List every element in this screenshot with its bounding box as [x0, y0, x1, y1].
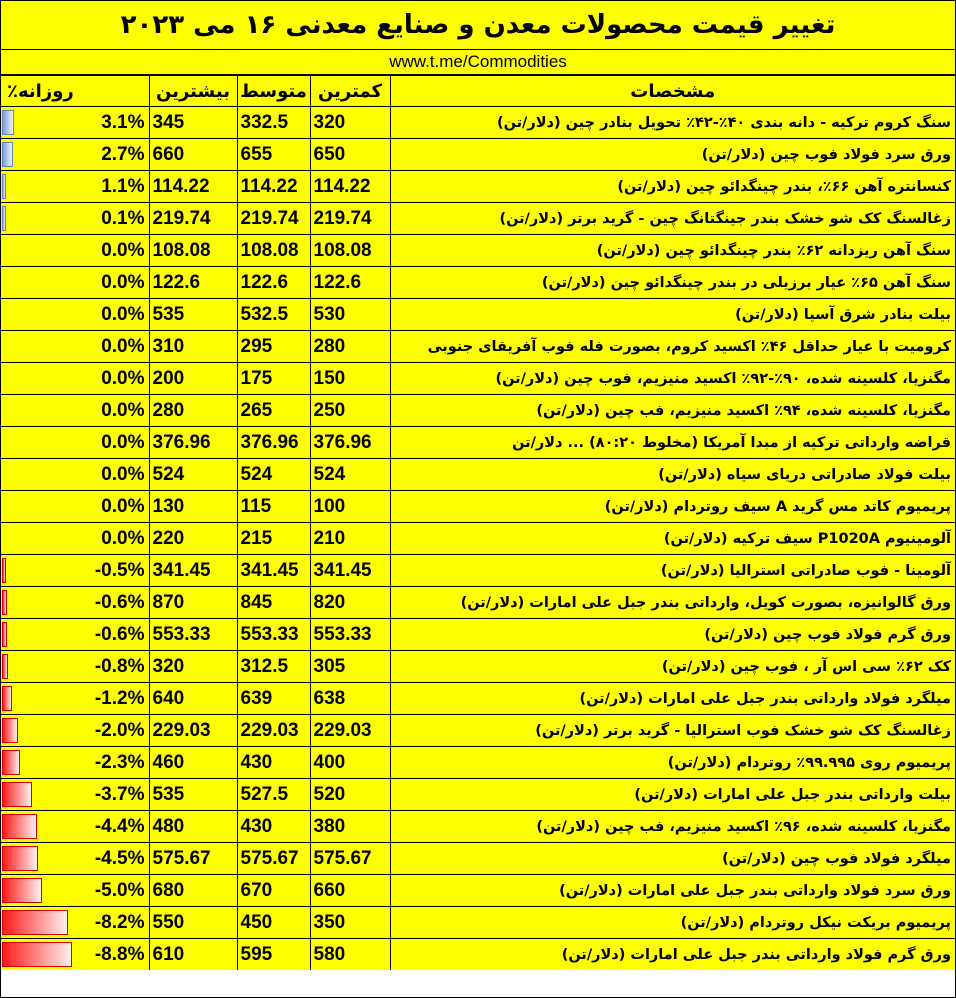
header-row: [1, 76, 955, 107]
min-price-cell: 280: [310, 331, 390, 363]
avg-price-cell: 670: [237, 875, 310, 907]
max-price-cell: 610: [149, 939, 237, 971]
max-price-cell: 553.33: [149, 619, 237, 651]
daily-change-cell: [1, 331, 149, 363]
daily-change-cell: [1, 875, 149, 907]
table-row: [1, 939, 955, 971]
min-price-cell: 210: [310, 523, 390, 555]
daily-change-cell: [1, 203, 149, 235]
sheet-title: تغییر قیمت محصولات معدن و صنایع معدنی ۱۶ می ۲۰۲۳: [1, 1, 955, 50]
header-avg: متوسط: [237, 76, 310, 107]
table-row: [1, 523, 955, 555]
product-spec-cell: ورق گرم فولاد فوب چین (دلار/تن): [390, 619, 955, 651]
daily-change-value: 1.1%: [101, 175, 145, 197]
product-spec-cell: زغالسنگ کک شو خشک بندر جینگتانگ چین - گرید برتر (دلار/تن): [390, 203, 955, 235]
product-spec-cell: آلومینا - فوب صادراتی استرالیا (دلار/تن): [390, 555, 955, 587]
daily-change-bar: [2, 622, 7, 647]
table-row: [1, 907, 955, 939]
min-price-cell: 122.6: [310, 267, 390, 299]
product-spec-cell: سنگ آهن ریزدانه ۶۲٪ بندر چینگدائو چین (دلار/تن): [390, 235, 955, 267]
table-row: [1, 363, 955, 395]
daily-change-bar: [2, 814, 37, 839]
daily-change-value: 0.0%: [101, 527, 145, 549]
max-price-cell: 345: [149, 107, 237, 139]
product-spec-cell: قراضه وارداتی ترکیه از مبدا آمریکا (مخلوط ۸۰:۲۰) ... دلار/تن: [390, 427, 955, 459]
avg-price-cell: 532.5: [237, 299, 310, 331]
min-price-cell: 100: [310, 491, 390, 523]
daily-change-value: -1.2%: [94, 687, 145, 709]
avg-price-cell: 845: [237, 587, 310, 619]
avg-price-cell: 175: [237, 363, 310, 395]
avg-price-cell: 312.5: [237, 651, 310, 683]
daily-change-value: 0.0%: [101, 463, 145, 485]
max-price-cell: 130: [149, 491, 237, 523]
daily-change-value: -5.0%: [94, 879, 145, 901]
table-row: [1, 715, 955, 747]
avg-price-cell: 430: [237, 811, 310, 843]
daily-change-bar: [2, 718, 18, 743]
daily-change-cell: [1, 427, 149, 459]
product-spec-cell: بیلت بنادر شرق آسیا (دلار/تن): [390, 299, 955, 331]
table-row: [1, 875, 955, 907]
product-spec-cell: پریمیوم روی ۹۹.۹۹۵٪ روتردام (دلار/تن): [390, 747, 955, 779]
daily-change-bar: [2, 910, 68, 935]
daily-change-bar: [2, 782, 32, 807]
min-price-cell: 580: [310, 939, 390, 971]
daily-change-value: 3.1%: [101, 111, 145, 133]
min-price-cell: 650: [310, 139, 390, 171]
table-row: [1, 843, 955, 875]
avg-price-cell: 553.33: [237, 619, 310, 651]
daily-change-bar: [2, 110, 14, 135]
max-price-cell: 524: [149, 459, 237, 491]
min-price-cell: 150: [310, 363, 390, 395]
daily-change-value: 0.0%: [101, 495, 145, 517]
daily-change-cell: [1, 523, 149, 555]
product-spec-cell: مگنزیا، کلسینه شده، ۹۶٪ اکسید منیزیم، فب چین (دلار/تن): [390, 811, 955, 843]
daily-change-value: 0.0%: [101, 431, 145, 453]
product-spec-cell: بیلت فولاد صادراتی دریای سیاه (دلار/تن): [390, 459, 955, 491]
daily-change-bar: [2, 142, 13, 167]
product-spec-cell: سنگ کروم ترکیه - دانه بندی ۴۰٪-۴۲٪ تحویل بنادر چین (دلار/تن): [390, 107, 955, 139]
daily-change-value: -0.6%: [94, 591, 145, 613]
daily-change-cell: [1, 235, 149, 267]
table-row: [1, 203, 955, 235]
product-spec-cell: مگنزیا، کلسینه شده، ۹۰٪-۹۲٪ اکسید منیزیم، فوب چین (دلار/تن): [390, 363, 955, 395]
max-price-cell: 114.22: [149, 171, 237, 203]
table-row: [1, 427, 955, 459]
avg-price-cell: 332.5: [237, 107, 310, 139]
avg-price-cell: 115: [237, 491, 310, 523]
min-price-cell: 350: [310, 907, 390, 939]
max-price-cell: 660: [149, 139, 237, 171]
min-price-cell: 320: [310, 107, 390, 139]
max-price-cell: 535: [149, 779, 237, 811]
min-price-cell: 229.03: [310, 715, 390, 747]
product-spec-cell: کنسانتره آهن ۶۶٪، بندر چینگدائو چین (دلار/تن): [390, 171, 955, 203]
table-row: [1, 395, 955, 427]
daily-change-cell: [1, 811, 149, 843]
daily-change-bar: [2, 558, 6, 583]
product-spec-cell: کک ۶۲٪ سی اس آر ، فوب چین (دلار/تن): [390, 651, 955, 683]
table-row: [1, 331, 955, 363]
product-spec-cell: میلگرد فولاد فوب چین (دلار/تن): [390, 843, 955, 875]
daily-change-bar: [2, 846, 38, 871]
avg-price-cell: 430: [237, 747, 310, 779]
min-price-cell: 520: [310, 779, 390, 811]
daily-change-value: -0.8%: [94, 655, 145, 677]
min-price-cell: 114.22: [310, 171, 390, 203]
table-row: [1, 779, 955, 811]
table-row: [1, 139, 955, 171]
max-price-cell: 122.6: [149, 267, 237, 299]
product-spec-cell: ورق گالوانیزه، بصورت کویل، وارداتی بندر جبل علی امارات (دلار/تن): [390, 587, 955, 619]
daily-change-cell: [1, 171, 149, 203]
max-price-cell: 220: [149, 523, 237, 555]
avg-price-cell: 295: [237, 331, 310, 363]
daily-change-cell: [1, 139, 149, 171]
max-price-cell: 640: [149, 683, 237, 715]
daily-change-value: -2.0%: [94, 719, 145, 741]
table-body: [1, 107, 955, 971]
daily-change-cell: [1, 939, 149, 971]
daily-change-cell: [1, 107, 149, 139]
daily-change-value: -0.5%: [94, 559, 145, 581]
min-price-cell: 250: [310, 395, 390, 427]
product-spec-cell: کرومیت با عیار حداقل ۴۶٪ اکسید کروم، بصورت فله فوب آفریقای جنوبی: [390, 331, 955, 363]
table-row: [1, 267, 955, 299]
min-price-cell: 638: [310, 683, 390, 715]
table-row: [1, 747, 955, 779]
daily-change-bar: [2, 174, 6, 199]
max-price-cell: 280: [149, 395, 237, 427]
daily-change-cell: [1, 779, 149, 811]
min-price-cell: 660: [310, 875, 390, 907]
avg-price-cell: 639: [237, 683, 310, 715]
max-price-cell: 550: [149, 907, 237, 939]
table-row: [1, 235, 955, 267]
avg-price-cell: 114.22: [237, 171, 310, 203]
table-row: [1, 619, 955, 651]
daily-change-value: 0.0%: [101, 335, 145, 357]
avg-price-cell: 219.74: [237, 203, 310, 235]
min-price-cell: 380: [310, 811, 390, 843]
daily-change-cell: [1, 843, 149, 875]
daily-change-cell: [1, 587, 149, 619]
max-price-cell: 575.67: [149, 843, 237, 875]
product-spec-cell: ورق سرد فولاد فوب چین (دلار/تن): [390, 139, 955, 171]
daily-change-bar: [2, 206, 6, 231]
daily-change-value: 2.7%: [101, 143, 145, 165]
max-price-cell: 376.96: [149, 427, 237, 459]
min-price-cell: 341.45: [310, 555, 390, 587]
max-price-cell: 870: [149, 587, 237, 619]
daily-change-cell: [1, 747, 149, 779]
max-price-cell: 460: [149, 747, 237, 779]
table-row: [1, 811, 955, 843]
max-price-cell: 229.03: [149, 715, 237, 747]
max-price-cell: 219.74: [149, 203, 237, 235]
daily-change-bar: [2, 686, 12, 711]
daily-change-cell: [1, 267, 149, 299]
daily-change-bar: [2, 654, 8, 679]
table-row: [1, 459, 955, 491]
min-price-cell: 553.33: [310, 619, 390, 651]
avg-price-cell: 595: [237, 939, 310, 971]
min-price-cell: 820: [310, 587, 390, 619]
min-price-cell: 575.67: [310, 843, 390, 875]
min-price-cell: 400: [310, 747, 390, 779]
max-price-cell: 535: [149, 299, 237, 331]
avg-price-cell: 655: [237, 139, 310, 171]
table-row: [1, 587, 955, 619]
daily-change-value: -2.3%: [94, 751, 145, 773]
daily-change-value: 0.0%: [101, 367, 145, 389]
avg-price-cell: 215: [237, 523, 310, 555]
daily-change-cell: [1, 491, 149, 523]
table-row: [1, 107, 955, 139]
daily-change-cell: [1, 619, 149, 651]
table-row: [1, 683, 955, 715]
product-spec-cell: بیلت وارداتی بندر جبل علی امارات (دلار/تن): [390, 779, 955, 811]
max-price-cell: 200: [149, 363, 237, 395]
table-row: [1, 171, 955, 203]
product-spec-cell: مگنزیا، کلسینه شده، ۹۴٪ اکسید منیزیم، فب چین (دلار/تن): [390, 395, 955, 427]
avg-price-cell: 229.03: [237, 715, 310, 747]
min-price-cell: 305: [310, 651, 390, 683]
avg-price-cell: 341.45: [237, 555, 310, 587]
daily-change-value: -0.6%: [94, 623, 145, 645]
daily-change-bar: [2, 750, 20, 775]
max-price-cell: 310: [149, 331, 237, 363]
min-price-cell: 524: [310, 459, 390, 491]
max-price-cell: 680: [149, 875, 237, 907]
channel-url[interactable]: www.t.me/Commodities: [1, 50, 955, 75]
max-price-cell: 108.08: [149, 235, 237, 267]
daily-change-cell: [1, 459, 149, 491]
avg-price-cell: 527.5: [237, 779, 310, 811]
daily-change-value: 0.0%: [101, 271, 145, 293]
daily-change-cell: [1, 683, 149, 715]
avg-price-cell: 575.67: [237, 843, 310, 875]
daily-change-value: -8.8%: [94, 943, 145, 965]
avg-price-cell: 265: [237, 395, 310, 427]
daily-change-value: -8.2%: [94, 911, 145, 933]
avg-price-cell: 376.96: [237, 427, 310, 459]
price-table: [1, 75, 955, 970]
avg-price-cell: 450: [237, 907, 310, 939]
min-price-cell: 219.74: [310, 203, 390, 235]
max-price-cell: 480: [149, 811, 237, 843]
product-spec-cell: زغالسنگ کک شو خشک فوب استرالیا - گرید برتر (دلار/تن): [390, 715, 955, 747]
daily-change-value: 0.0%: [101, 399, 145, 421]
product-spec-cell: پریمیوم بریکت نیکل روتردام (دلار/تن): [390, 907, 955, 939]
daily-change-value: -4.5%: [94, 847, 145, 869]
table-row: [1, 651, 955, 683]
min-price-cell: 530: [310, 299, 390, 331]
daily-change-value: 0.0%: [101, 303, 145, 325]
daily-change-cell: [1, 299, 149, 331]
product-spec-cell: پریمیوم کاتد مس گرید A سیف روتردام (دلار/تن): [390, 491, 955, 523]
header-max: بیشترین: [149, 76, 237, 107]
daily-change-cell: [1, 907, 149, 939]
header-daily: روزانه٪: [1, 76, 149, 107]
max-price-cell: 341.45: [149, 555, 237, 587]
max-price-cell: 320: [149, 651, 237, 683]
min-price-cell: 376.96: [310, 427, 390, 459]
daily-change-bar: [2, 590, 7, 615]
min-price-cell: 108.08: [310, 235, 390, 267]
daily-change-bar: [2, 942, 72, 967]
table-row: [1, 299, 955, 331]
daily-change-cell: [1, 555, 149, 587]
daily-change-value: -4.4%: [94, 815, 145, 837]
avg-price-cell: 524: [237, 459, 310, 491]
daily-change-value: 0.0%: [101, 239, 145, 261]
daily-change-value: -3.7%: [94, 783, 145, 805]
avg-price-cell: 122.6: [237, 267, 310, 299]
product-spec-cell: سنگ آهن ۶۵٪ عیار برزیلی در بندر چینگدائو چین (دلار/تن): [390, 267, 955, 299]
daily-change-bar: [2, 878, 42, 903]
table-row: [1, 555, 955, 587]
avg-price-cell: 108.08: [237, 235, 310, 267]
product-spec-cell: میلگرد فولاد وارداتی بندر جبل علی امارات (دلار/تن): [390, 683, 955, 715]
product-spec-cell: آلومینیوم P1020A سیف ترکیه (دلار/تن): [390, 523, 955, 555]
daily-change-value: 0.1%: [101, 207, 145, 229]
daily-change-cell: [1, 651, 149, 683]
daily-change-cell: [1, 363, 149, 395]
product-spec-cell: ورق سرد فولاد وارداتی بندر جبل علی امارات (دلار/تن): [390, 875, 955, 907]
daily-change-cell: [1, 715, 149, 747]
daily-change-cell: [1, 395, 149, 427]
header-spec: مشخصات: [390, 76, 955, 107]
header-min: کمترین: [310, 76, 390, 107]
table-row: [1, 491, 955, 523]
product-spec-cell: ورق گرم فولاد وارداتی بندر جبل علی امارات (دلار/تن): [390, 939, 955, 971]
